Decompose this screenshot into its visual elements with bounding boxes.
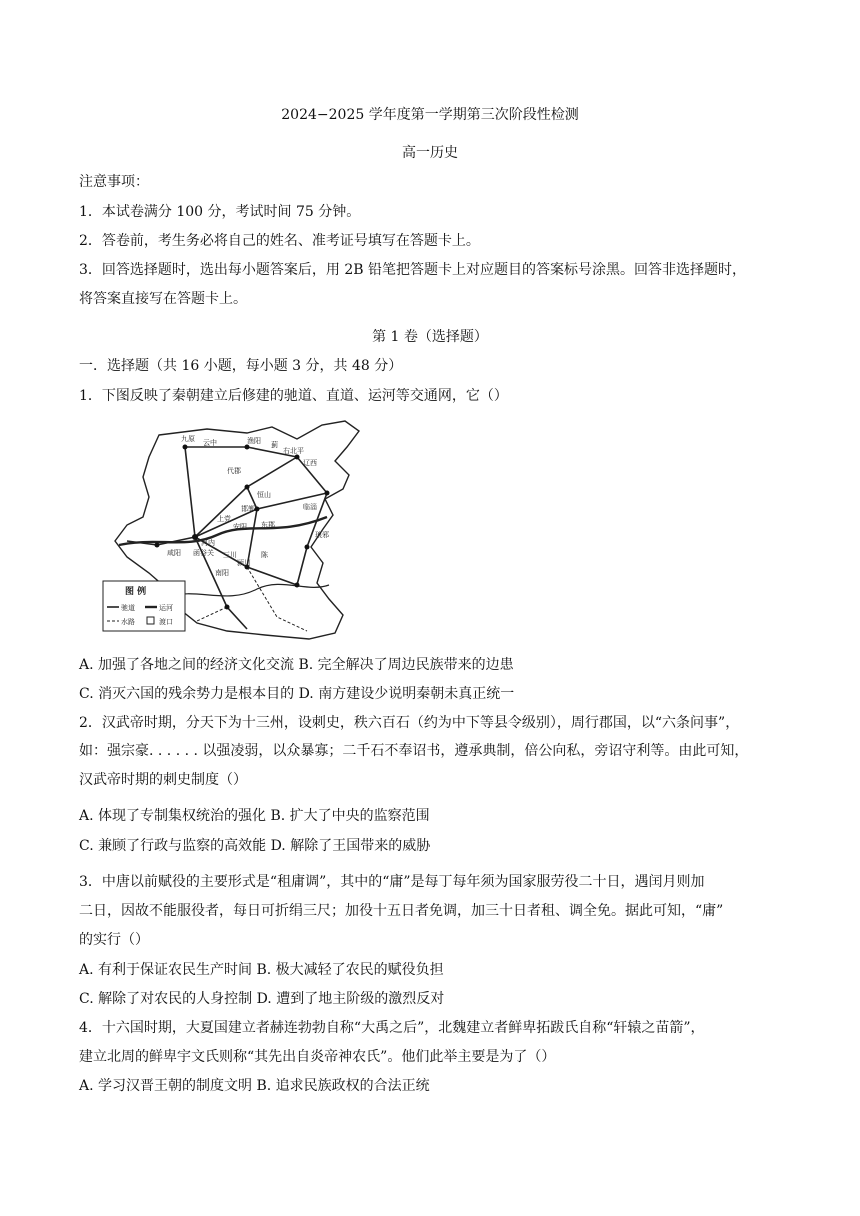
part1-title: 第 1 卷（选择题） xyxy=(372,329,488,345)
map-label: 右北平 xyxy=(283,447,304,455)
map-label: 陈 xyxy=(261,551,268,559)
q3-options-cd: C. 解除了对农民的人身控制 D. 遭到了地主阶级的激烈反对 xyxy=(79,991,445,1007)
q3-stem-line1: 3．中唐以前赋役的主要形式是“租庸调”，其中的“庸”是每丁每年须为国家服劳役二十日，遇闰月则加 xyxy=(79,874,705,890)
q4-options-ab: A. 学习汉晋王朝的制度文明 B. 追求民族政权的合法正统 xyxy=(79,1078,430,1094)
map-label: 咸阳 xyxy=(167,549,181,557)
note-item-1: 1．本试卷满分 100 分，考试时间 75 分钟。 xyxy=(79,204,361,220)
map-label: 辽西 xyxy=(303,459,317,467)
legend-item: 驰道 xyxy=(121,604,135,612)
map-label: 邯郸 xyxy=(241,505,255,513)
legend-item: 运河 xyxy=(159,604,173,612)
q1-options-cd: C. 消灭六国的残余势力是根本目的 D. 南方建设少说明秦朝未真正统一 xyxy=(79,686,515,702)
map-label: 临淄 xyxy=(303,503,317,511)
legend-item: 水路 xyxy=(121,618,135,626)
map-label: 上党 xyxy=(217,515,231,523)
note-item-3: 3．回答选择题时，选出每小题答案后，用 2B 铅笔把答题卡上对应题目的答案标号涂黑。回答非选择题时， xyxy=(79,262,747,278)
map-label: 九原 xyxy=(181,435,195,443)
q2-options-ab: A. 体现了专制集权统治的强化 B. 扩大了中央的监察范围 xyxy=(79,808,430,824)
map-label: 渔阳 xyxy=(247,437,261,445)
map-label: 南阳 xyxy=(215,569,229,577)
q2-options-cd: C. 兼顾了行政与监察的高效能 D. 解除了王国带来的威胁 xyxy=(79,838,431,854)
map-label: 恒山 xyxy=(257,491,271,499)
q2-stem-line1: 2．汉武帝时期，分天下为十三州，设刺史，秩六百石（约为中下等县令级别），周行郡国，以“六条问事”， xyxy=(79,715,740,731)
legend-title: 图 例 xyxy=(125,587,147,597)
qin-transport-map xyxy=(97,417,365,641)
map-label: 河内 xyxy=(201,539,215,547)
q1-stem: 1．下图反映了秦朝建立后修建的驰道、直道、运河等交通网，它（） xyxy=(79,388,508,404)
q3-stem-line3: 的实行（） xyxy=(79,932,149,948)
map-label: 云中 xyxy=(203,439,217,447)
q3-options-ab: A. 有利于保证农民生产时间 B. 极大减轻了农民的赋役负担 xyxy=(79,962,444,978)
legend-item: 渡口 xyxy=(159,618,173,626)
map-label: 三川 xyxy=(223,551,237,559)
notes-heading: 注意事项： xyxy=(79,174,149,190)
note-item-3-cont: 将答案直接写在答题卡上。 xyxy=(79,291,247,307)
note-item-2: 2．答卷前，考生务必将自己的姓名、准考证号填写在答题卡上。 xyxy=(79,233,480,249)
section-heading: 一．选择题（共 16 小题，每小题 3 分，共 48 分） xyxy=(79,358,403,374)
map-legend xyxy=(103,581,185,631)
map-label: 代郡 xyxy=(227,467,241,475)
map-label: 琅邪 xyxy=(315,531,329,539)
map-label: 东郡 xyxy=(261,521,275,529)
q2-stem-line2: 如：强宗豪. . . . . . 以强凌弱，以众暴寡；二千石不奉诏书，遵承典制，倍公向私，旁诏守利等。由此可知， xyxy=(79,743,749,759)
exam-title: 2024−2025 学年度第一学期第三次阶段性检测 xyxy=(281,107,579,123)
map-label: 蓟 xyxy=(271,441,278,449)
q2-stem-line3: 汉武帝时期的刺史制度（） xyxy=(79,772,247,788)
map-label: 函谷关 xyxy=(193,549,214,557)
map-label: 颍川 xyxy=(237,559,251,567)
q1-options-ab: A. 加强了各地之间的经济文化交流 B. 完全解决了周边民族带来的边患 xyxy=(79,657,514,673)
map-drawing xyxy=(97,417,365,641)
map-label: 安阳 xyxy=(233,523,247,531)
q4-stem-line2: 建立北周的鲜卑宇文氏则称“其先出自炎帝神农氏”。他们此举主要是为了（） xyxy=(79,1049,556,1065)
q3-stem-line2: 二日，因故不能服役者，每日可折绢三尺；加役十五日者免调，加三十日者租、调全免。据此可知，“庸” xyxy=(79,903,724,919)
subject-title: 高一历史 xyxy=(402,145,458,161)
q4-stem-line1: 4．十六国时期，大夏国建立者赫连勃勃自称“大禹之后”，北魏建立者鲜卑拓跋氏自称“轩辕之苗箭”， xyxy=(79,1020,705,1036)
